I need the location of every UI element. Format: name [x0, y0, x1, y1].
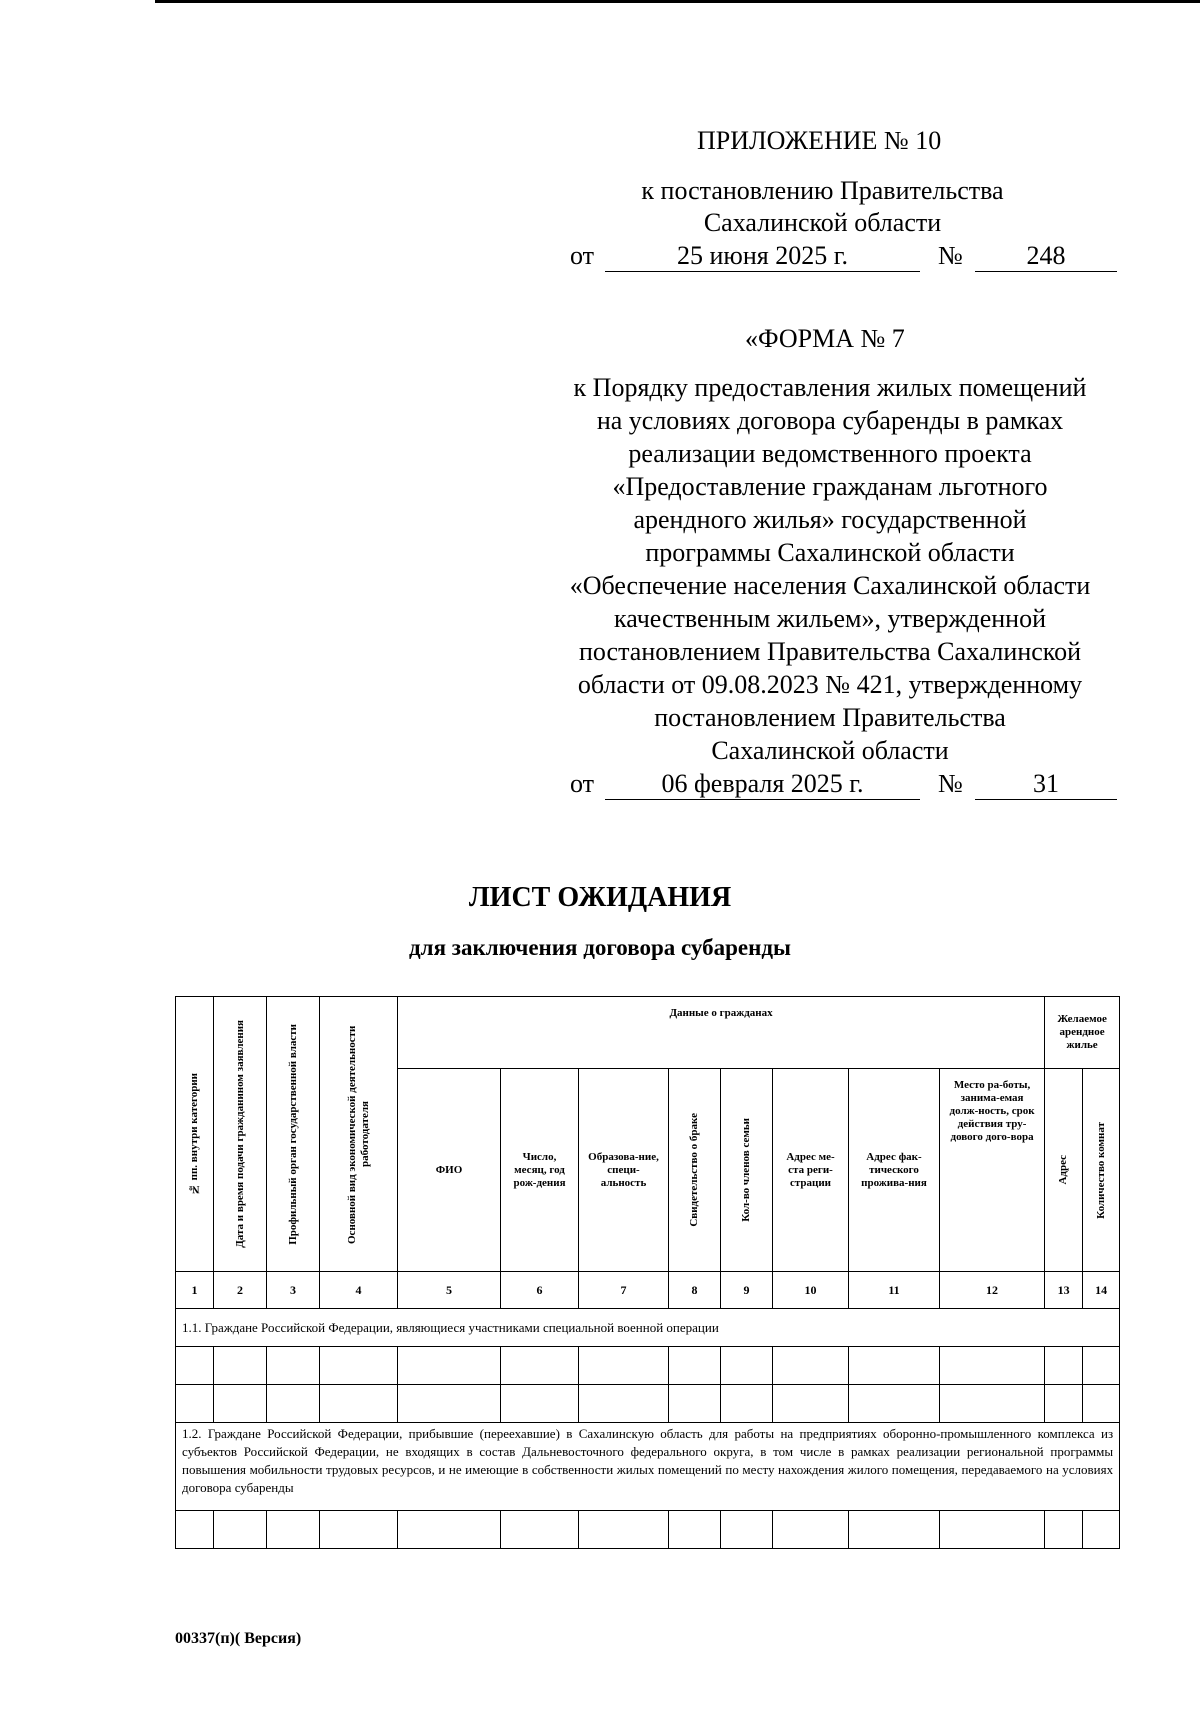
column-number: 10 [773, 1272, 849, 1309]
column-number: 2 [214, 1272, 267, 1309]
form-line-6: программы Сахалинской области [645, 538, 1015, 567]
col-header-housing-address: Адрес [1045, 1069, 1083, 1272]
form-title: «ФОРМА № 7 [745, 324, 905, 353]
section-1-1-header: 1.1. Граждане Российской Федерации, являющиеся участниками специальной военной операции [176, 1309, 1120, 1347]
document-code: 00337(п)( Версия) [175, 1630, 302, 1647]
col-header-fio: ФИО [398, 1069, 501, 1272]
column-number: 14 [1083, 1272, 1120, 1309]
group-header-citizens: Данные о гражданах [398, 997, 1045, 1069]
form-line-7: «Обеспечение населения Сахалинской области [569, 571, 1091, 600]
column-number: 12 [940, 1272, 1045, 1309]
table-row [176, 1385, 1120, 1423]
col-header-application-date: Дата и время подачи гражданином заявления [214, 997, 267, 1272]
form-line-12: Сахалинской области [711, 736, 949, 765]
appendix-title: ПРИЛОЖЕНИЕ № 10 [697, 126, 942, 155]
col-header-education: Образова-ние, специ-альность [579, 1069, 669, 1272]
appendix-number-label: № [938, 241, 963, 270]
document-title: ЛИСТ ОЖИДАНИЯ [468, 882, 732, 913]
appendix-number: 248 [1026, 241, 1066, 270]
form-date-underline [605, 799, 920, 800]
section-1-2-header: 1.2. Граждане Российской Федерации, прибывшие (переехавшие) в Сахалинскую область для работы на предприятиях оборонно-промышленного комплекса из субъектов Российской Федерации, не входящих в состав Дальневосточного федерального округа, в том числе в рамках реализации региональной программы повышения мобильности трудовых ресурсов, и не имеющие в собственности жилых помещений по месту нахождения жилого помещения, передаваемого на условиях договора субаренды [176, 1423, 1120, 1511]
column-number: 4 [320, 1272, 398, 1309]
column-number: 13 [1045, 1272, 1083, 1309]
col-header-actual-address: Адрес фак-тического прожива-ния [849, 1069, 940, 1272]
form-date: 06 февраля 2025 г. [661, 769, 864, 798]
form-number: 31 [1033, 769, 1059, 798]
form-line-2: на условиях договора субаренды в рамках [596, 406, 1064, 435]
form-line-10: области от 09.08.2023 № 421, утвержденному [577, 670, 1083, 699]
top-border-line [155, 0, 1200, 3]
col-header-economic-activity: Основной вид экономической деятельности работодателя [320, 997, 398, 1272]
col-header-workplace: Место ра-боты, занима-емая долж-ность, срок действия тру-дового дого-вора [940, 1069, 1045, 1272]
form-line-5: арендного жилья» государственной [633, 505, 1027, 534]
appendix-date-underline [605, 271, 920, 272]
form-line-4: «Предоставление гражданам льготного [612, 472, 1048, 501]
column-number: 3 [267, 1272, 320, 1309]
form-number-label: № [938, 769, 963, 798]
form-line-8: качественным жильем», утвержденной [613, 604, 1047, 633]
column-number-row [176, 1272, 1120, 1309]
col-header-index: № пп. внутри категории [176, 997, 214, 1272]
table-row [176, 1511, 1120, 1549]
col-header-family-members: Кол-во членов семьи [721, 1069, 773, 1272]
appendix-line-2: Сахалинской области [703, 208, 942, 237]
col-header-registration-address: Адрес ме-ста реги-страции [773, 1069, 849, 1272]
form-line-11: постановлением Правительства [654, 703, 1006, 732]
appendix-line-1: к постановлению Правительства [641, 176, 1004, 205]
document-subtitle: для заключения договора субаренды [409, 935, 791, 960]
col-header-birth-date: Число, месяц, год рож-дения [501, 1069, 579, 1272]
column-number: 6 [501, 1272, 579, 1309]
form-number-underline [975, 799, 1117, 800]
column-number: 7 [579, 1272, 669, 1309]
form-line-1: к Порядку предоставления жилых помещений [573, 373, 1087, 402]
col-header-authority: Профильный орган государственной власти [267, 997, 320, 1272]
column-number: 8 [669, 1272, 721, 1309]
column-number: 11 [849, 1272, 940, 1309]
form-from-label: от [570, 769, 595, 798]
table-row [176, 1347, 1120, 1385]
column-number: 9 [721, 1272, 773, 1309]
form-line-9: постановлением Правительства Сахалинской [579, 637, 1081, 666]
appendix-date: 25 июня 2025 г. [677, 241, 848, 270]
column-number: 5 [398, 1272, 501, 1309]
waiting-list-table [175, 996, 1120, 1549]
appendix-number-underline [975, 271, 1117, 272]
col-header-marriage-certificate: Свидетельство о браке [669, 1069, 721, 1272]
column-number: 1 [176, 1272, 214, 1309]
form-line-3: реализации ведомственного проекта [628, 439, 1032, 468]
appendix-from-label: от [570, 241, 595, 270]
col-header-room-count: Количество комнат [1083, 1069, 1120, 1272]
group-header-housing: Желаемое арендное жилье [1045, 997, 1120, 1069]
